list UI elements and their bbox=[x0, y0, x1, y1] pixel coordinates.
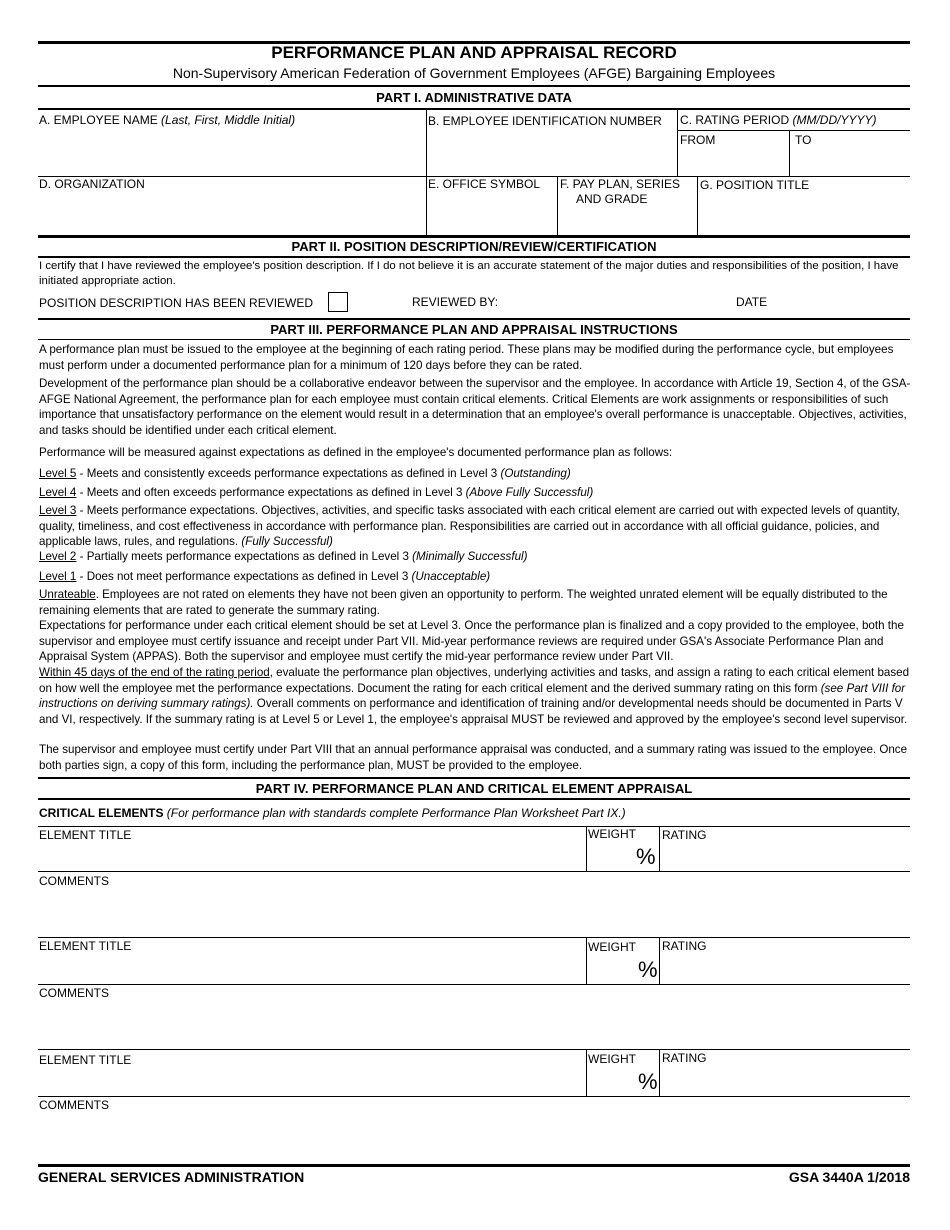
unrateable-text: Unrateable. Employees are not rated on elements they have not been given an opportunity to perform. The weighted unrated element will be equally distributed to the remaining elements that are rated to generate the summary rating. bbox=[39, 588, 888, 617]
office-symbol-field[interactable] bbox=[430, 194, 554, 234]
rule bbox=[38, 871, 910, 872]
rule bbox=[38, 1096, 910, 1097]
comments-field[interactable] bbox=[40, 1114, 908, 1158]
rating-period-label: C. RATING PERIOD (MM/DD/YYYY) bbox=[680, 113, 877, 127]
rating-from-field[interactable] bbox=[680, 148, 786, 174]
divider bbox=[659, 1049, 660, 1097]
divider bbox=[677, 110, 678, 176]
divider bbox=[659, 826, 660, 872]
divider bbox=[586, 826, 587, 872]
certification-text: I certify that I have reviewed the employee's position description. If I do not believe it is an accurate statement of the major duties and responsibilities of the position, I have initiated appropriate action. bbox=[39, 260, 899, 287]
percent-sign: % bbox=[638, 1069, 658, 1094]
employee-name-field[interactable] bbox=[40, 130, 422, 172]
rating-to-field[interactable] bbox=[794, 148, 908, 174]
level-1-text: Level 1 - Does not meet performance expectations as defined in Level 3 (Unacceptable) bbox=[39, 570, 491, 583]
weight-field[interactable] bbox=[588, 843, 634, 869]
comments-field[interactable] bbox=[40, 1002, 908, 1046]
from-label: FROM bbox=[680, 133, 716, 147]
percent-sign: % bbox=[636, 844, 656, 869]
element-title-field[interactable] bbox=[40, 955, 582, 981]
rule bbox=[38, 235, 910, 238]
to-label: TO bbox=[795, 133, 812, 147]
rating-field[interactable] bbox=[662, 955, 908, 981]
instructions-p5: Within 45 days of the end of the rating period, evaluate the performance plan objectives, underlying activities and tasks, and assign a rating to each critical element based on how well the employee met the performance expectations. Document the rating for each critical element and the derived summary rating on this form (see Part VIII for instructions on deriving summary ratings). Overall comments on performance and identification of training and/or developmental needs should be documented in Parts V and VI, respectively. If the summary rating is at Level 5 or Level 1, the employee's appraisal MUST be reviewed and approved by the employee's second level supervisor. bbox=[39, 666, 910, 726]
level-2-text: Level 2 - Partially meets performance expectations as defined in Level 3 (Minimally Successful) bbox=[39, 550, 528, 563]
rule bbox=[38, 937, 910, 938]
rating-label: RATING bbox=[662, 1051, 707, 1065]
divider bbox=[789, 130, 790, 176]
date-label: DATE bbox=[736, 295, 768, 309]
pd-reviewed-checkbox[interactable] bbox=[328, 292, 348, 312]
pd-reviewed-label: POSITION DESCRIPTION HAS BEEN REVIEWED bbox=[39, 296, 314, 310]
office-symbol-label: E. OFFICE SYMBOL bbox=[428, 177, 541, 191]
comments-field[interactable] bbox=[40, 890, 908, 934]
element-title-label: ELEMENT TITLE bbox=[39, 828, 132, 842]
divider bbox=[697, 176, 698, 236]
critical-elements-label: CRITICAL ELEMENTS (For performance plan with standards complete Performance Plan Worksheet Part IX.) bbox=[39, 806, 626, 820]
reviewed-by-label: REVIEWED BY: bbox=[412, 295, 499, 309]
instructions-p1: A performance plan must be issued to the employee at the beginning of each rating period. These plans may be modified during the performance cycle, but employees must perform under a documented performance plan for a minimum of 120 days before they can be rated. bbox=[39, 343, 894, 372]
divider bbox=[586, 937, 587, 985]
form-title: PERFORMANCE PLAN AND APPRAISAL RECORD bbox=[271, 43, 677, 62]
element-title-label: ELEMENT TITLE bbox=[39, 1053, 132, 1067]
rule bbox=[38, 85, 910, 87]
divider bbox=[557, 176, 558, 236]
level-3-text: Level 3 - Meets performance expectations. Objectives, activities, and specific tasks associated with each critical element are carried out with expected levels of quantity, quality, timeliness, and cost effectiveness in accordance with performance plan. Responsibilities are carried out in accordance with all official guidance, policies, and applicable laws, rules, and regulations. (Fully Successful) bbox=[39, 504, 900, 548]
instructions-p2: Development of the performance plan should be a collaborative endeavor between the supervisor and the employee. In accordance with Article 19, Section 4, of the GSA-AFGE National Agreement, the performance plan for each employee must contain critical elements. Critical Elements are work assignments or responsibilities of such importance that unsatisfactory performance on the element would result in a determination that an employee's overall performance is unacceptable. Objectives, activities, and tasks should be identified under each critical element. bbox=[39, 377, 911, 437]
weight-label: WEIGHT bbox=[588, 827, 636, 841]
comments-label: COMMENTS bbox=[39, 986, 109, 1000]
rule bbox=[38, 984, 910, 985]
rating-label: RATING bbox=[662, 828, 707, 842]
divider bbox=[659, 937, 660, 985]
divider bbox=[426, 110, 427, 236]
part1-heading: PART I. ADMINISTRATIVE DATA bbox=[376, 90, 572, 105]
element-title-label: ELEMENT TITLE bbox=[39, 939, 132, 953]
date-field[interactable] bbox=[772, 292, 908, 312]
weight-field[interactable] bbox=[588, 956, 634, 982]
form-subtitle: Non-Supervisory American Federation of Government Employees (AFGE) Bargaining Employees bbox=[172, 65, 776, 81]
rule bbox=[38, 777, 910, 779]
rule bbox=[677, 130, 910, 131]
rating-label: RATING bbox=[662, 939, 707, 953]
rule bbox=[38, 318, 910, 320]
organization-label: D. ORGANIZATION bbox=[39, 177, 145, 191]
weight-label: WEIGHT bbox=[588, 1052, 636, 1066]
rule bbox=[38, 798, 910, 800]
employee-id-field[interactable] bbox=[430, 132, 673, 172]
rule bbox=[38, 339, 910, 340]
employee-id-label: B. EMPLOYEE IDENTIFICATION NUMBER bbox=[428, 114, 662, 128]
weight-field[interactable] bbox=[588, 1068, 634, 1094]
instructions-p3: Performance will be measured against expectations as defined in the employee's documented performance plan as follows: bbox=[39, 446, 673, 459]
rating-field[interactable] bbox=[662, 1068, 908, 1094]
agency-name: GENERAL SERVICES ADMINISTRATION bbox=[38, 1169, 305, 1185]
organization-field[interactable] bbox=[40, 194, 422, 234]
instructions-p4: Expectations for performance under each critical element should be set at Level 3. Once the performance plan is finalized and a copy provided to the employee, both the supervisor and employee must certify issuance and receipt under Part VII. Mid-year performance reviews are required under GSA's Associate Performance Plan and Appraisal System (APPAS). Both the supervisor and employee must certify the mid-year performance review under Part VII. bbox=[39, 619, 904, 663]
position-title-field[interactable] bbox=[700, 194, 908, 234]
weight-label: WEIGHT bbox=[588, 940, 636, 954]
part4-heading: PART IV. PERFORMANCE PLAN AND CRITICAL ELEMENT APPRAISAL bbox=[255, 781, 693, 796]
footer-rule bbox=[38, 1164, 910, 1167]
comments-label: COMMENTS bbox=[39, 874, 109, 888]
element-title-field[interactable] bbox=[40, 1068, 582, 1094]
comments-label: COMMENTS bbox=[39, 1098, 109, 1112]
element-title-field[interactable] bbox=[40, 843, 582, 869]
position-title-label: G. POSITION TITLE bbox=[700, 178, 810, 192]
rule bbox=[38, 1049, 910, 1050]
divider bbox=[586, 1049, 587, 1097]
part3-heading: PART III. PERFORMANCE PLAN AND APPRAISAL INSTRUCTIONS bbox=[270, 322, 678, 337]
rule bbox=[38, 826, 910, 827]
instructions-p6: The supervisor and employee must certify under Part VIII that an annual performance appraisal was conducted, and a summary rating was issued to the employee. Once both parties sign, a copy of this form, including the performance plan, MUST be provided to the employee. bbox=[39, 743, 908, 772]
rule bbox=[38, 108, 910, 110]
rating-field[interactable] bbox=[662, 843, 908, 869]
reviewed-by-field[interactable] bbox=[505, 292, 725, 312]
percent-sign: % bbox=[638, 957, 658, 982]
part2-heading: PART II. POSITION DESCRIPTION/REVIEW/CERTIFICATION bbox=[291, 239, 657, 254]
pay-plan-label: F. PAY PLAN, SERIES AND GRADE bbox=[560, 177, 681, 206]
form-number: GSA 3440A 1/2018 bbox=[788, 1169, 910, 1185]
pay-plan-field[interactable] bbox=[560, 208, 694, 234]
employee-name-label: A. EMPLOYEE NAME (Last, First, Middle Initial) bbox=[39, 113, 296, 127]
level-5-text: Level 5 - Meets and consistently exceeds performance expectations as defined in Level 3 (Outstanding) bbox=[39, 467, 571, 480]
level-4-text: Level 4 - Meets and often exceeds performance expectations as defined in Level 3 (Above Fully Successful) bbox=[39, 486, 594, 499]
rule bbox=[38, 256, 910, 258]
